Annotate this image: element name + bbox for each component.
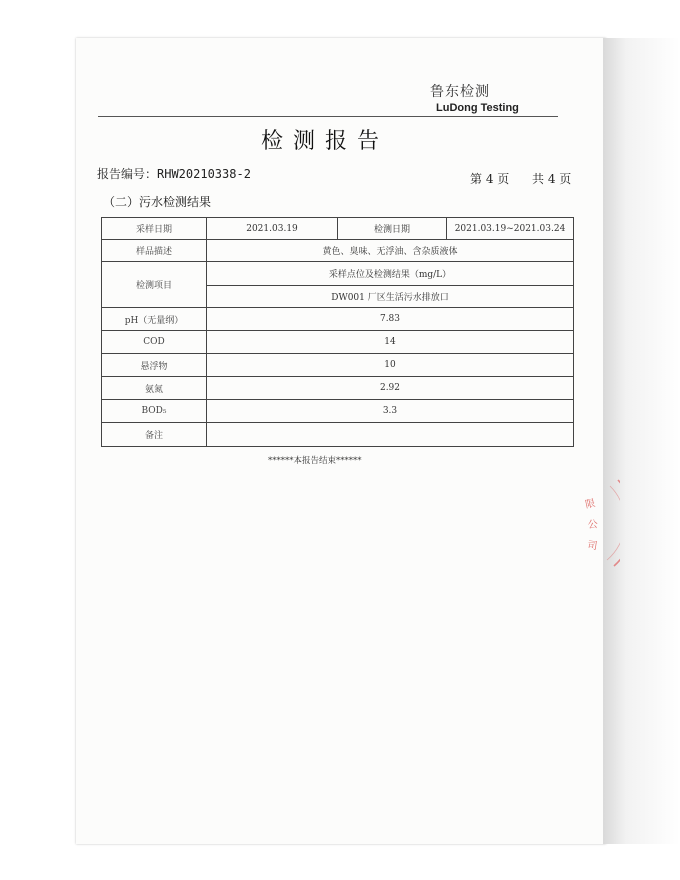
row-label: 备注: [102, 423, 207, 447]
table-row: [102, 308, 574, 331]
page-total: 共 4 页: [532, 172, 572, 186]
results-table: [101, 217, 574, 447]
header-rule: [98, 116, 558, 117]
scanner-edge-shadow: [603, 38, 680, 844]
svg-text:限: 限: [584, 498, 597, 511]
table-row: [102, 423, 574, 447]
table-row: [102, 377, 574, 400]
row-value: [207, 423, 574, 447]
item-label: 检测项目: [102, 262, 207, 308]
point-name: DW001 厂区生活污水排放口: [207, 286, 574, 308]
table-row: [102, 354, 574, 377]
table-row: [102, 262, 574, 286]
svg-text:司: 司: [586, 540, 599, 553]
table-row: [102, 240, 574, 262]
report-end-marker: ******本报告结束******: [268, 456, 362, 466]
description-label: 样品描述: [102, 240, 207, 262]
row-label: 氨氮: [102, 377, 207, 400]
report-number: 报告编号：RHW20210338-2: [97, 167, 251, 181]
company-name-en: LuDong Testing: [436, 102, 519, 114]
table-row: [102, 331, 574, 354]
table-row: [102, 218, 574, 240]
sampling-date-value: 2021.03.19: [207, 218, 338, 240]
document-title: 检测报告: [260, 129, 389, 154]
row-value: 10: [207, 354, 574, 377]
test-date-label: 检测日期: [338, 218, 447, 240]
page-number: 第 4 页: [470, 172, 510, 186]
sampling-date-label: 采样日期: [102, 218, 207, 240]
description-value: 黄色、臭味、无浮油、含杂质液体: [207, 240, 574, 262]
row-value: 14: [207, 331, 574, 354]
table-row: [102, 400, 574, 423]
svg-text:公: 公: [587, 519, 599, 531]
row-value: 7.83: [207, 308, 574, 331]
section-title: （二）污水检测结果: [103, 195, 212, 209]
row-label: COD: [102, 331, 207, 354]
test-date-value: 2021.03.19~2021.03.24: [447, 218, 574, 240]
row-value: 3.3: [207, 400, 574, 423]
company-seal-stamp: [574, 478, 620, 568]
row-label: pH（无量纲）: [102, 308, 207, 331]
result-header: 采样点位及检测结果（mg/L）: [207, 262, 574, 286]
row-label: BOD₅: [102, 400, 207, 423]
row-label: 悬浮物: [102, 354, 207, 377]
company-name-cn: 鲁东检测: [430, 84, 490, 100]
row-value: 2.92: [207, 377, 574, 400]
